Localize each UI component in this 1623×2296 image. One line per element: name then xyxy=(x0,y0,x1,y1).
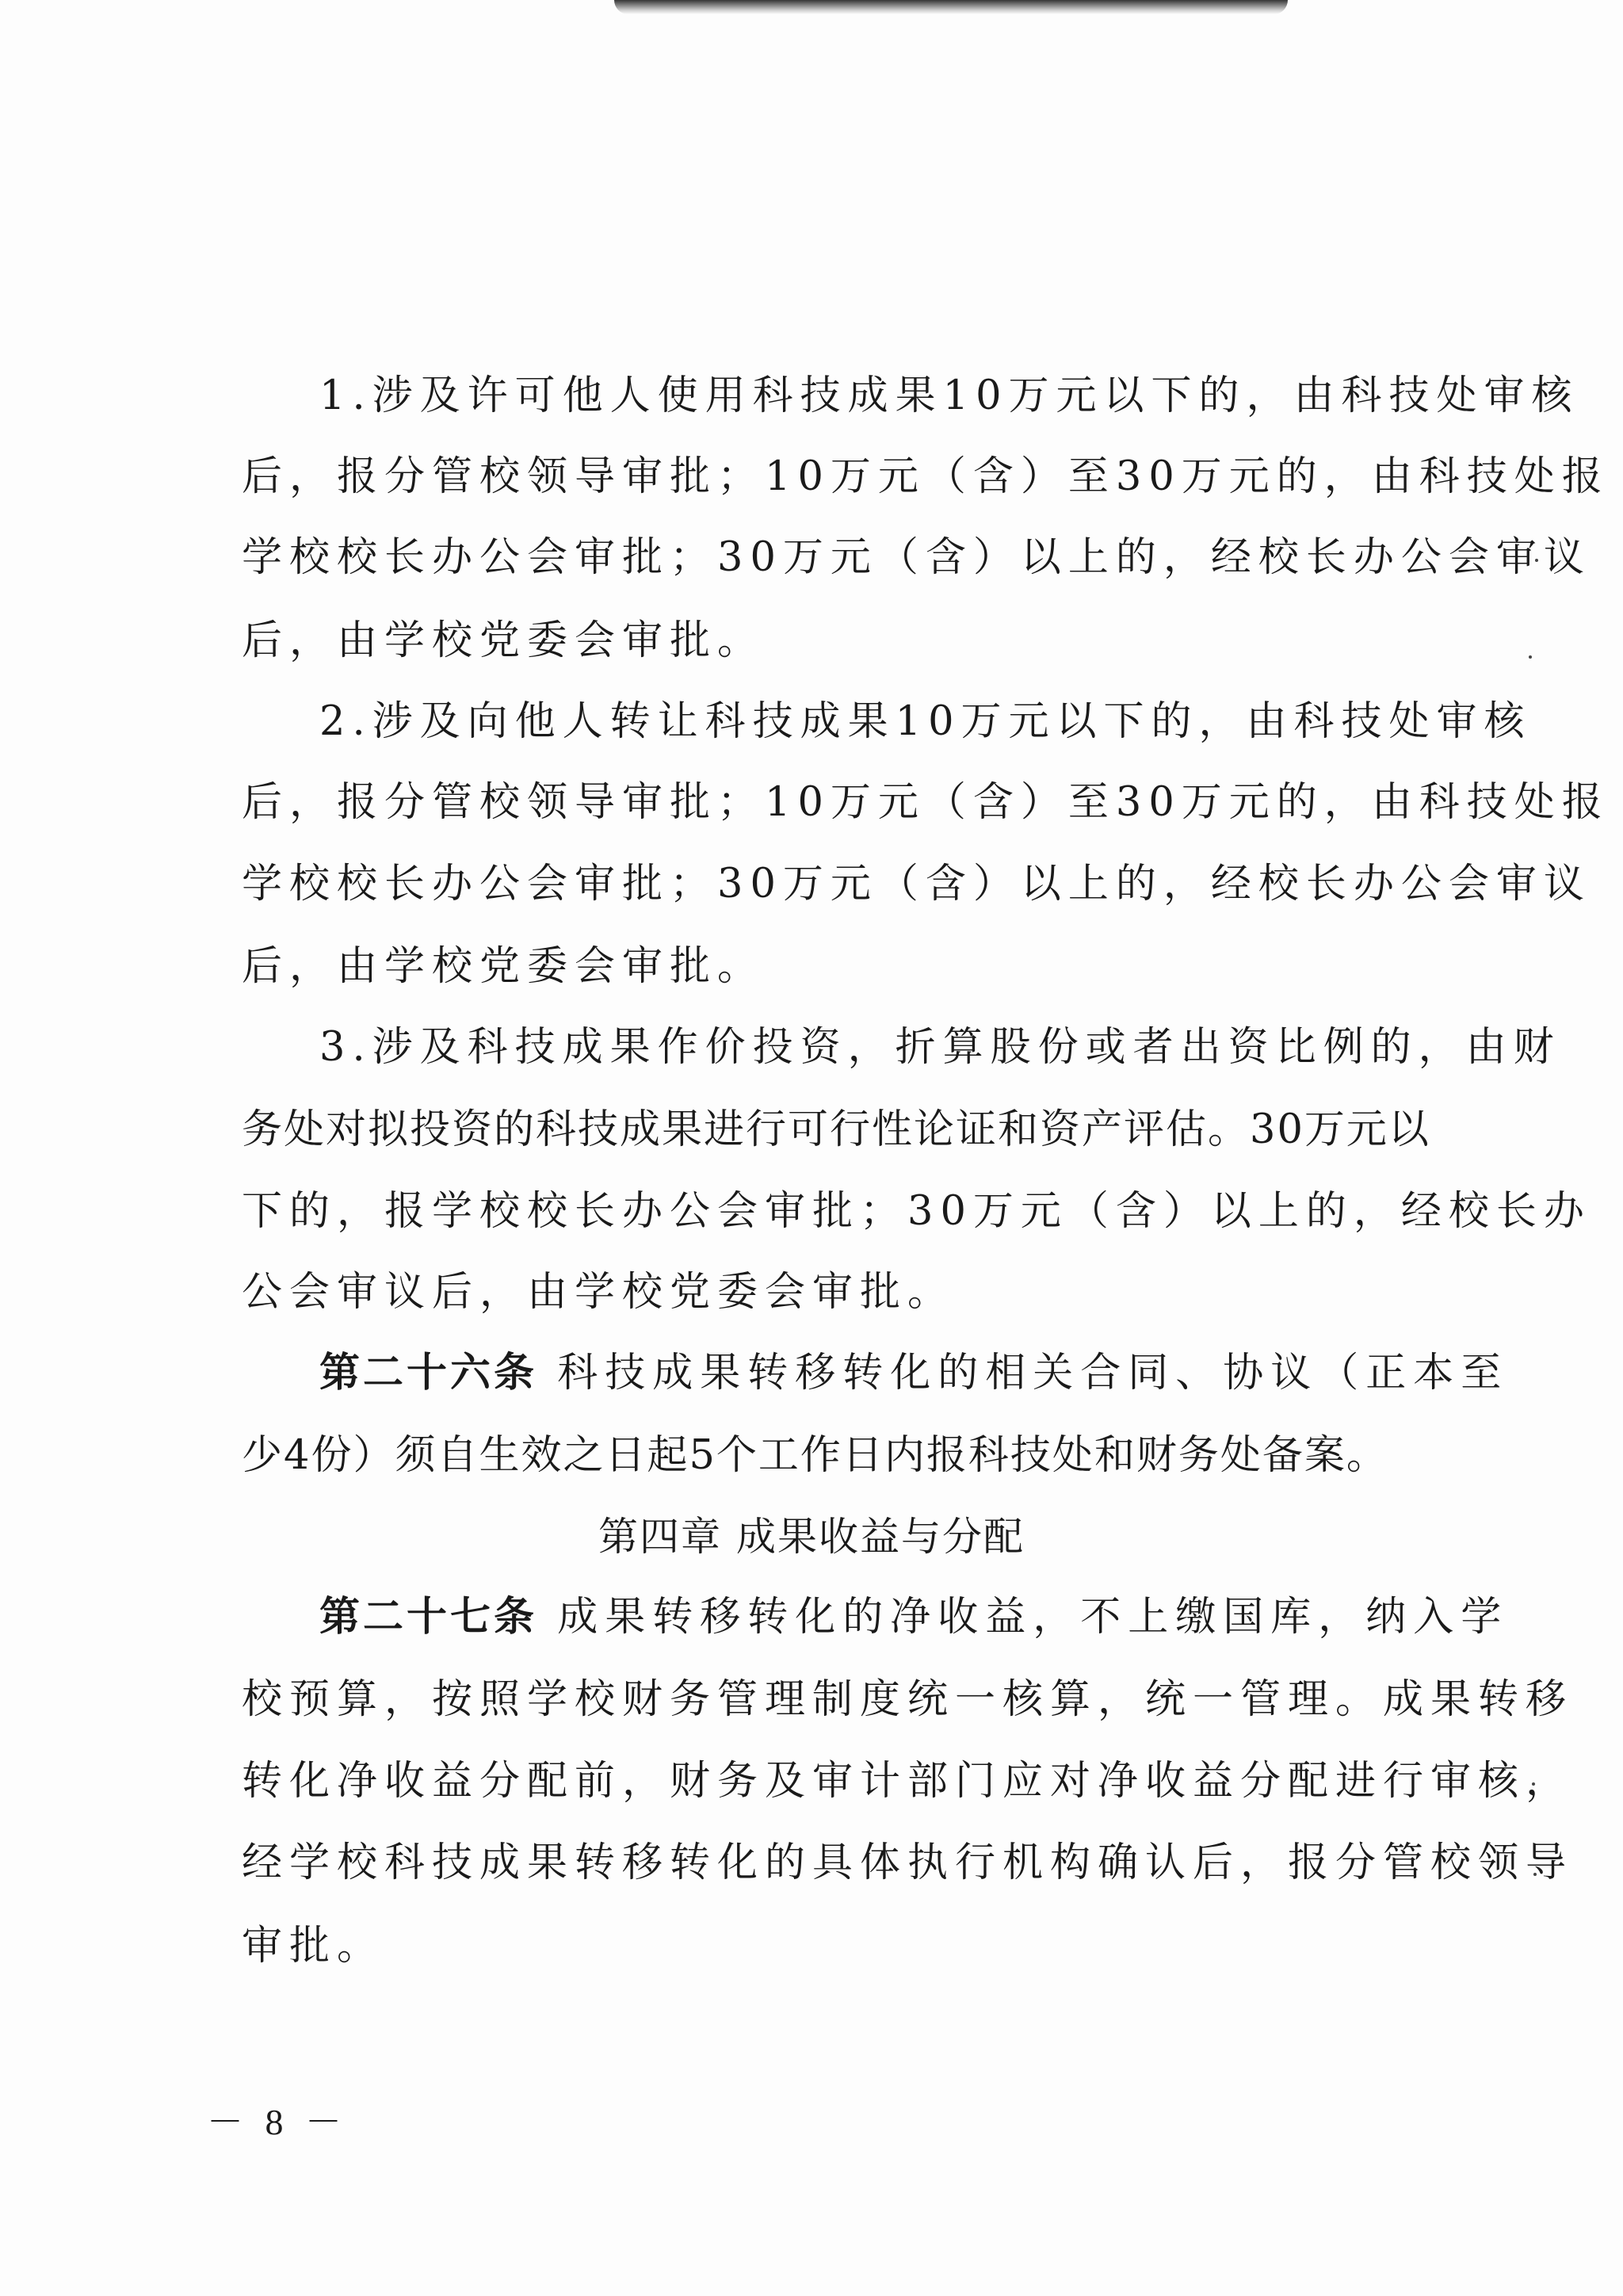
para1-line2: 后，报分管校领导审批；10万元（含）至30万元的，由科技处报 xyxy=(242,453,1610,500)
para2-line1: 2.涉及向他人转让科技成果10万元以下的，由科技处审核 xyxy=(319,698,1532,745)
article27-line3: 转化净收益分配前，财务及审计部门应对净收益分配进行审核， xyxy=(242,1758,1574,1805)
para3-line1: 3.涉及科技成果作价投资，折算股份或者出资比例的，由财 xyxy=(319,1024,1561,1071)
article26-text1: 科技成果转移转化的相关合同、协议（正本至 xyxy=(557,1350,1509,1396)
article26-label: 第二十六条 xyxy=(319,1349,538,1396)
para1-line3: 学校校长办公会审批；30万元（含）以上的，经校长办公会审议 xyxy=(242,534,1591,581)
scan-edge-shadow xyxy=(614,0,1288,14)
article27-line2: 校预算，按照学校财务管理制度统一核算，统一管理。成果转移 xyxy=(242,1676,1574,1723)
chapter-heading: 第四章 成果收益与分配 xyxy=(598,1514,1025,1560)
article27-line4: 经学校科技成果转移转化的具体执行机构确认后，报分管校领导 xyxy=(242,1839,1574,1886)
article27-line5: 审批。 xyxy=(242,1923,385,1969)
para3-line3: 下的，报学校校长办公会审批；30万元（含）以上的，经校长办 xyxy=(242,1188,1591,1235)
para2-line4: 后，由学校党委会审批。 xyxy=(242,943,766,990)
para2-line2: 后，报分管校领导审批；10万元（含）至30万元的，由科技处报 xyxy=(242,779,1610,826)
para2-line3: 学校校长办公会审批；30万元（含）以上的，经校长办公会审议 xyxy=(242,861,1591,907)
article27-line1 xyxy=(319,1593,1509,1641)
article27-text1: 成果转移转化的净收益，不上缴国库，纳入学 xyxy=(557,1594,1509,1641)
page-number: － 8 － xyxy=(207,2102,348,2142)
para3-line4: 公会审议后，由学校党委会审批。 xyxy=(242,1269,956,1316)
para1-line1: 1.涉及许可他人使用科技成果10万元以下的，由科技处审核 xyxy=(319,372,1579,419)
para1-line4: 后，由学校党委会审批。 xyxy=(242,617,766,664)
article26-line1 xyxy=(319,1349,1509,1396)
article27-label: 第二十七条 xyxy=(319,1593,538,1641)
para3-line2: 务处对拟投资的科技成果进行可行性论证和资产评估。30万元以 xyxy=(242,1106,1430,1153)
scan-speck xyxy=(1529,655,1532,659)
article26-line2: 少4份）须自生效之日起5个工作日内报科技处和财务处备案。 xyxy=(242,1432,1388,1479)
